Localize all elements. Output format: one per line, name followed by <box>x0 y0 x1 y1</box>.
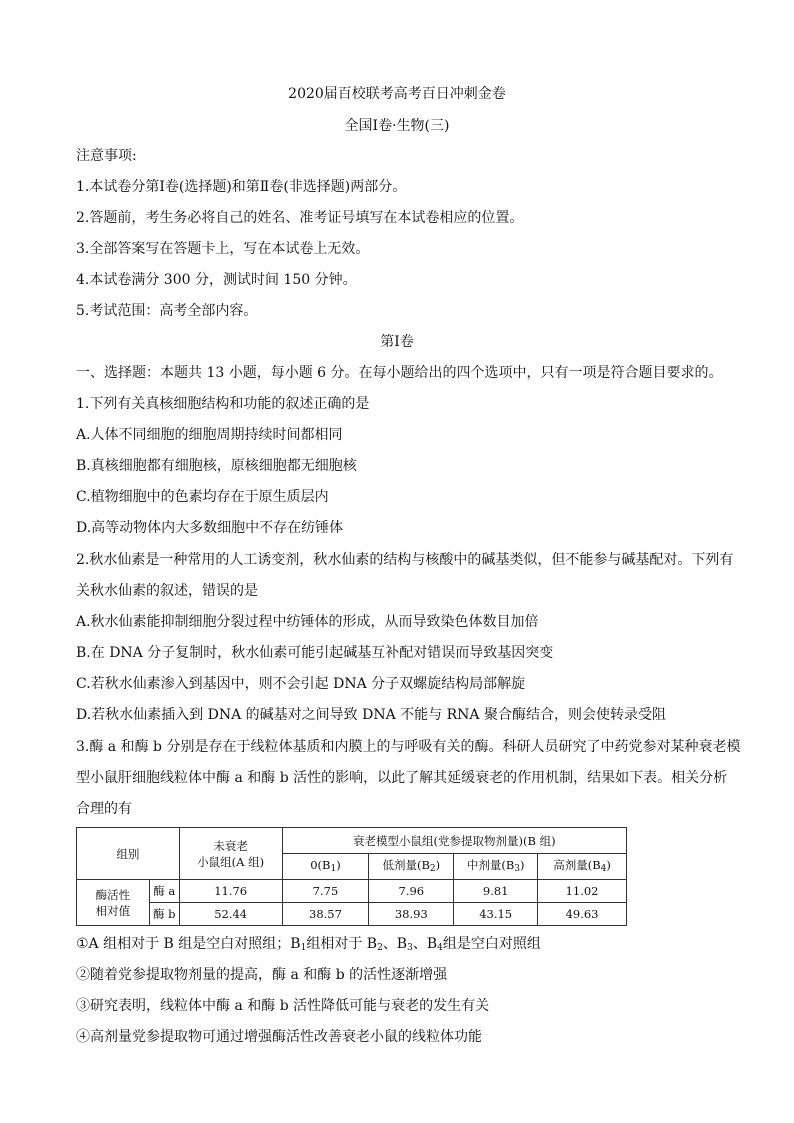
question-1-stem: 1.下列有关真核细胞结构和功能的叙述正确的是 <box>76 396 370 412</box>
table-header-b4: 高剂量$(B_4)$ <box>538 854 627 880</box>
group-a-label: 未衰老 <box>213 838 248 853</box>
table-cell: 49.63 <box>538 903 627 926</box>
question-3-statement-3: ③研究表明，线粒体中酶 a 和酶 b 活性降低可能与衰老的发生有关 <box>76 998 490 1014</box>
table-header-b3: 中剂量$(B_3)$ <box>454 854 538 880</box>
note-item: 2.答题前，考生务必将自己的姓名、准考证号填写在本试卷相应的位置。 <box>76 210 524 226</box>
table-cell: 43.15 <box>454 903 538 926</box>
note-item: 1.本试卷分第Ⅰ卷(选择题)和第Ⅱ卷(非选择题)两部分。 <box>76 179 407 195</box>
row-header-sublabel: 相对值 <box>95 903 131 918</box>
question-2-option-d: D.若秋水仙素插入到 DNA 的碱基对之间导致 DNA 不能与 RNA 聚合酶结合，则会使转录受阻 <box>76 707 666 723</box>
note-item: 4.本试卷满分 300 分，测试时间 150 分钟。 <box>76 272 357 288</box>
question-3-statement-2: ②随着党参提取物剂量的提高，酶 a 和酶 b 的活性逐渐增强 <box>76 967 448 983</box>
table-cell: 38.57 <box>282 903 369 926</box>
table-row-header <box>77 880 150 926</box>
table-cell: 7.75 <box>282 880 369 903</box>
table-cell: 11.02 <box>538 880 627 903</box>
table-header-group-b: 衰老模型小鼠组(党参提取物剂量)(B 组) <box>282 828 626 854</box>
question-1-option-d: D.高等动物体内大多数细胞中不存在纺锤体 <box>76 520 344 536</box>
note-item: 3.全部答案写在答题卡上，写在本试卷上无效。 <box>76 241 370 257</box>
row-header-label: 酶活性 <box>95 887 131 902</box>
table-header-b2: 低剂量$(B_2)$ <box>369 854 454 880</box>
table-cell: 11.76 <box>179 880 282 903</box>
question-2-stem: 2.秋水仙素是一种常用的人工诱变剂，秋水仙素的结构与核酸中的碱基类似，但不能参与碱基配对。下列有 <box>76 552 734 568</box>
table-header-group: 组别 <box>77 828 180 880</box>
exam-subtitle: 全国Ⅰ卷·生物(三) <box>344 118 450 134</box>
part-title: 第Ⅰ卷 <box>380 334 414 350</box>
exam-title: 2020届百校联考高考百日冲刺金卷 <box>288 86 506 102</box>
table-row-label: 酶 b <box>149 903 179 926</box>
table-row-label: 酶 a <box>149 880 179 903</box>
question-3-stem: 3.酶 a 和酶 b 分别是存在于线粒体基质和内膜上的与呼吸有关的酶。科研人员研究了中药党参对某种衰老模 <box>76 739 741 755</box>
question-2-option-b: B.在 DNA 分子复制时，秋水仙素可能引起碱基互补配对错误而导致基因突变 <box>76 645 554 661</box>
table-cell: 38.93 <box>369 903 454 926</box>
question-1-option-b: B.真核细胞都有细胞核，原核细胞都无细胞核 <box>76 458 357 474</box>
note-item: 5.考试范围：高考全部内容。 <box>76 303 258 319</box>
question-3-stem-cont: 型小鼠肝细胞线粒体中酶 a 和酶 b 活性的影响，以此了解其延缓衰老的作用机制，结果如下表。相关分析 <box>76 770 728 786</box>
question-2-option-a: A.秋水仙素能抑制细胞分裂过程中纺锤体的形成，从而导致染色体数目加倍 <box>76 614 539 630</box>
section-instructions: 一、选择题：本题共 13 小题，每小题 6 分。在每小题给出的四个选项中，只有一项是符合题目要求的。 <box>76 365 723 381</box>
question-3-statement-4: ④高剂量党参提取物可通过增强酶活性改善衰老小鼠的线粒体功能 <box>76 1029 482 1045</box>
table-cell: 9.81 <box>454 880 538 903</box>
table-header-b1: $0(B_1)$ <box>282 854 369 880</box>
table-cell: 52.44 <box>179 903 282 926</box>
table-cell: 7.96 <box>369 880 454 903</box>
question-1-option-a: A.人体不同细胞的细胞周期持续时间都相同 <box>76 427 343 443</box>
question-2-option-c: C.若秋水仙素渗入到基因中，则不会引起 DNA 分子双螺旋结构局部解旋 <box>76 676 526 692</box>
notes-heading: 注意事项: <box>76 148 137 164</box>
question-3-stem-end: 合理的有 <box>76 801 132 817</box>
table-header-group-a <box>179 828 282 880</box>
question-1-option-c: C.植物细胞中的色素均存在于原生质层内 <box>76 489 329 505</box>
question-3-statement-1: ①A 组相对于 B 组是空白对照组；$B_1$组相对于 $B_2$、$B_3$、$B_4$组是空白对照组 <box>76 936 541 953</box>
group-a-sublabel: 小鼠组(A 组) <box>197 854 265 869</box>
question-2-stem-cont: 关秋水仙素的叙述，错误的是 <box>76 583 258 599</box>
enzyme-activity-table <box>76 827 627 926</box>
